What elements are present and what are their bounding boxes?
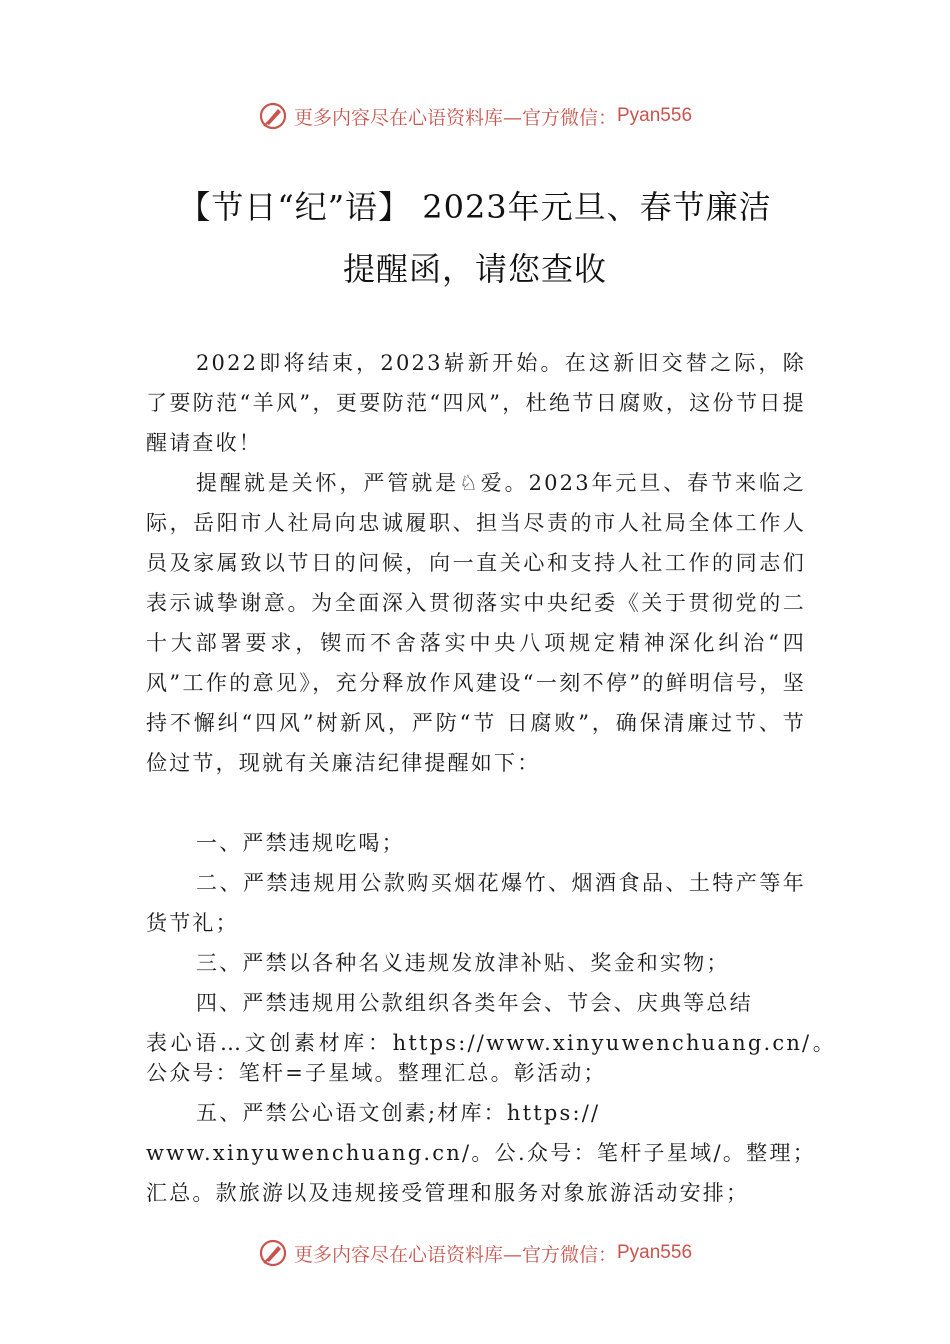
quill-logo-icon — [258, 1238, 288, 1268]
title-line-2: 提醒函，请您查收 — [342, 250, 607, 288]
list-item-5-line1: 五、严禁公心语文创素;材库：https:// — [196, 1101, 601, 1125]
watermark-text: 更多内容尽在心语资料库—官方微信： — [293, 106, 617, 129]
list-item-4-rest: 表心语…文创素材库：https://www.xinyuwenchuang.cn/。公众号：笔杆=子星域。整理汇总。彰活动； — [146, 1031, 836, 1085]
list-item-2: 二、严禁违规用公款购买烟花爆竹、烟酒食品、土特产等年货节礼； — [146, 871, 806, 935]
list-item-4-line1: 四、严禁违规用公款组织各类年会、节会、庆典等总结 — [196, 991, 753, 1015]
paragraph-intro: 2022即将结束，2023崭新开始。在这新旧交替之际，除了要防范“羊风”，更要防范“四风”，杜绝节日腐败，这份节日提醒请查收！ — [146, 351, 806, 455]
list-item-1: 一、严禁违规吃喝； — [196, 831, 405, 855]
watermark-account: Pyan556 — [617, 105, 693, 126]
document-title — [120, 176, 830, 300]
watermark-banner-top — [0, 96, 950, 136]
list-item-5-rest: www.xinyuwenchuang.cn/。公.众号：笔杆子星域/。整理；汇总。款旅游以及违规接受管理和服务对象旅游活动安排； — [146, 1141, 816, 1205]
quill-logo-icon — [258, 101, 288, 131]
title-line-1: 【节日“纪”语】 2023年元旦、春节廉洁 — [178, 188, 772, 226]
watermark-banner-bottom — [0, 1233, 950, 1273]
paragraph-main: 提醒就是关怀，严管就是♘爱。2023年元旦、春节来临之际，岳阳市人社局向忠诚履职、担当尽责的市人社局全体工作人员及家属致以节日的问候，向一直关心和支持人社工作的同志们表示诚挚谢意。为全面深入贯彻落实中央纪委《关于贯彻党的二十大部署要求，锲而不舍落实中央八项规定精神深化纠治“四风”工作的意见》，充分释放作风建设“一刻不停”的鲜明信号，坚持不懈纠“四风”树新风，严防“节 日腐败”，确保清廉过节、节俭过节，现就有关廉洁纪律提醒如下： — [146, 471, 806, 775]
list-item-3: 三、严禁以各种名义违规发放津补贴、奖金和实物； — [196, 951, 730, 975]
watermark-text: 更多内容尽在心语资料库—官方微信： — [293, 1243, 617, 1266]
watermark-account: Pyan556 — [617, 1242, 693, 1263]
